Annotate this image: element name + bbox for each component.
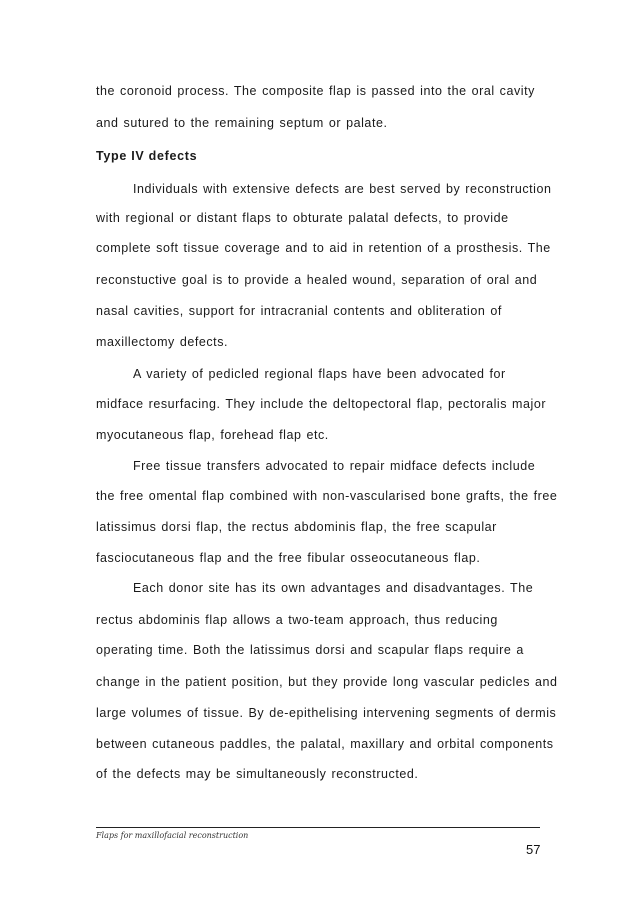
paragraph-line: midface resurfacing. They include the deltopectoral flap, pectoralis major [96,397,547,411]
paragraph-line: change in the patient position, but they provide long vascular pedicles and [96,675,558,689]
paragraph-line: operating time. Both the latissimus dorsi and scapular flaps require a [96,643,524,657]
paragraph-line: between cutaneous paddles, the palatal, maxillary and orbital components [96,737,554,751]
paragraph-line: complete soft tissue coverage and to aid in retention of a prosthesis. The [96,241,551,255]
paragraph-line: reconstuctive goal is to provide a healed wound, separation of oral and [96,273,538,287]
text-line: the coronoid process. The composite flap is passed into the oral cavity [96,84,535,98]
paragraph-line: myocutaneous flap, forehead flap etc. [96,428,329,442]
paragraph-line: of the defects may be simultaneously reconstructed. [96,767,419,781]
paragraph-line: nasal cavities, support for intracranial contents and obliteration of [96,304,502,318]
paragraph-line: large volumes of tissue. By de-epithelising intervening segments of dermis [96,706,557,720]
paragraph-line: fasciocutaneous flap and the free fibular osseocutaneous flap. [96,551,481,565]
page-number: 57 [526,842,541,857]
paragraph-line: maxillectomy defects. [96,335,229,349]
paragraph-line: with regional or distant flaps to obturate palatal defects, to provide [96,211,509,225]
paragraph-line: Free tissue transfers advocated to repair midface defects include [133,459,536,473]
section-heading: Type IV defects [96,149,198,163]
paragraph-line: latissimus dorsi flap, the rectus abdominis flap, the free scapular [96,520,497,534]
footer-rule [96,827,540,828]
paragraph-line: rectus abdominis flap allows a two-team approach, thus reducing [96,613,498,627]
paragraph-line: Each donor site has its own advantages and disadvantages. The [133,581,534,595]
paragraph-line: Individuals with extensive defects are best served by reconstruction [133,182,552,196]
footer-title: Flaps for maxillofacial reconstruction [96,831,249,840]
paragraph-line: A variety of pedicled regional flaps have been advocated for [133,367,506,381]
paragraph-line: the free omental flap combined with non-vascularised bone grafts, the free [96,489,558,503]
text-line: and sutured to the remaining septum or palate. [96,116,388,130]
